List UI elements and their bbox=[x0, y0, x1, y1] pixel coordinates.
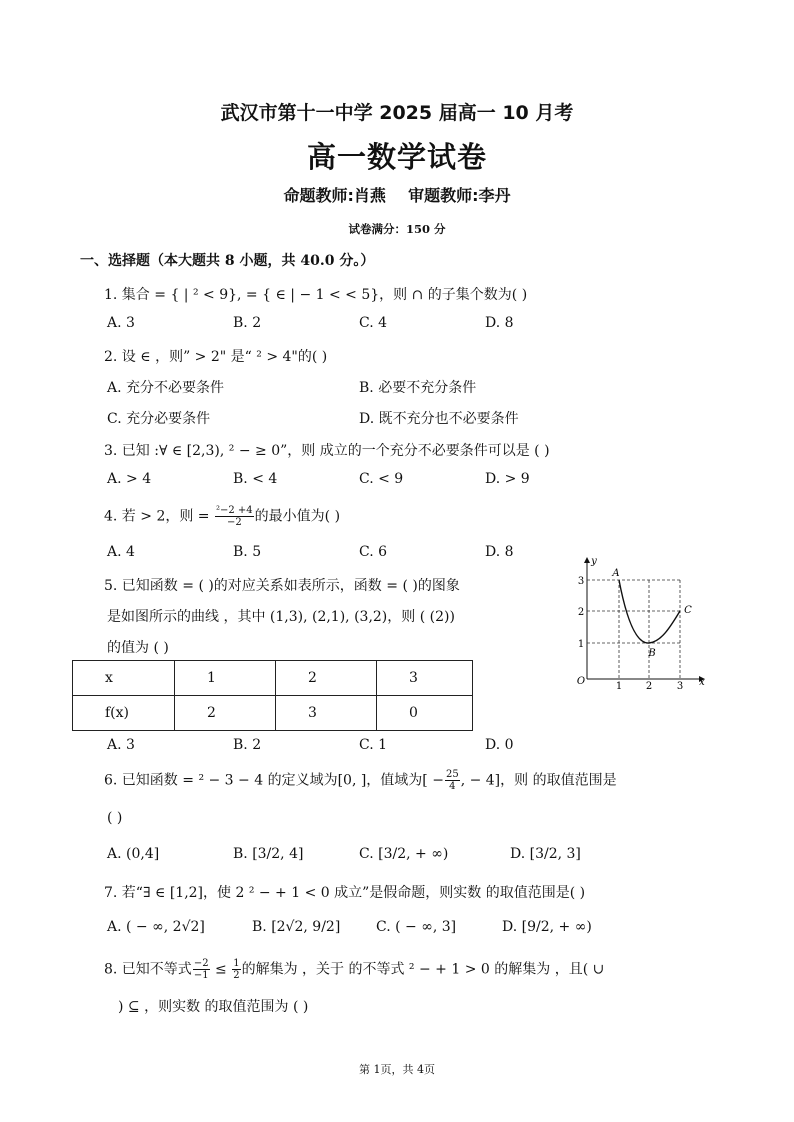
q8-fraction-2 bbox=[232, 958, 240, 981]
q7-option-a: A. ( − ∞, 2√2] bbox=[107, 919, 205, 935]
q4-fraction-denominator: −2 bbox=[226, 517, 242, 528]
x-tick-label: 2 bbox=[645, 681, 653, 692]
point-label-a: A bbox=[612, 568, 620, 579]
table-row bbox=[73, 661, 473, 696]
table-row bbox=[73, 696, 473, 731]
q5-option-a: A. 3 bbox=[107, 737, 135, 753]
page-footer: 第 1页，共 4页 bbox=[359, 1063, 435, 1076]
question-4-stem bbox=[104, 505, 340, 528]
q8-fraction-1-denominator: −1 bbox=[193, 970, 209, 981]
reviewer-label: 审题教师:李丹 bbox=[408, 186, 511, 205]
q1-option-b: B. 2 bbox=[233, 315, 262, 331]
q8-fraction-1 bbox=[193, 958, 210, 981]
x-axis-label: x bbox=[699, 677, 705, 688]
q6-stem-post: , − 4]，则 的取值范围是 bbox=[460, 772, 617, 789]
q3-option-d: D. > 9 bbox=[485, 471, 530, 487]
y-tick-label: 2 bbox=[577, 607, 585, 618]
question-8-line-1 bbox=[104, 958, 604, 981]
q8-leq: ≤ bbox=[210, 961, 232, 978]
table-cell: 2 bbox=[175, 696, 276, 731]
q3-option-b: B. < 4 bbox=[233, 471, 278, 487]
q6-option-c: C. [3/2, + ∞) bbox=[359, 846, 449, 862]
exam-title: 高一数学试卷 bbox=[306, 140, 487, 174]
q8-fraction-2-numerator: 1 bbox=[233, 958, 240, 969]
table-cell: 1 bbox=[175, 661, 276, 696]
q7-option-d: D. [9/2, + ∞) bbox=[502, 919, 592, 935]
q4-option-a: A. 4 bbox=[107, 544, 135, 560]
q8-stem-pre: 8. 已知不等式 bbox=[104, 961, 192, 978]
section-title: 一、选择题（本大题共 8 小题，共 40.0 分。） bbox=[80, 253, 375, 269]
origin-label: O bbox=[576, 676, 586, 687]
school-exam-line: 武汉市第十一中学 2025 届高一 10 月考 bbox=[220, 102, 574, 124]
q6-option-a: A. (0,4] bbox=[107, 846, 160, 862]
q2-option-a: A. 充分不必要条件 bbox=[107, 380, 225, 396]
y-tick-label: 3 bbox=[577, 576, 585, 587]
q4-stem-post: 的最小值为( ) bbox=[254, 508, 341, 525]
q2-option-b: B. 必要不充分条件 bbox=[359, 380, 477, 396]
q5-option-c: C. 1 bbox=[359, 737, 388, 753]
question-7-stem: 7. 若“∃ ∈ [1,2]，使 2 ² − + 1 < 0 成立”是假命题，则实数 的取值范围是( ) bbox=[104, 885, 586, 901]
function-graph bbox=[572, 552, 712, 692]
table-cell: 2 bbox=[276, 661, 377, 696]
q1-option-c: C. 4 bbox=[359, 315, 388, 331]
y-axis-label: y bbox=[591, 556, 597, 567]
q6-option-b: B. [3/2, 4] bbox=[233, 846, 304, 862]
question-2-stem: 2. 设 ∈ ，则” > 2" 是“ ² > 4"的( ) bbox=[104, 349, 328, 365]
q8-stem-post: 的解集为 ，关于 的不等式 ² − + 1 > 0 的解集为 ，且( ∪ bbox=[241, 961, 605, 978]
x-tick-label: 3 bbox=[676, 681, 684, 692]
q4-fraction-numerator: ²−2 +4 bbox=[215, 505, 253, 516]
q3-option-a: A. > 4 bbox=[107, 471, 152, 487]
q4-option-b: B. 5 bbox=[233, 544, 262, 560]
question-1-stem: 1. 集合 = { | ² < 9}, = { ∈ | − 1 < < 5}，则 ∩ 的子集个数为( ) bbox=[104, 287, 528, 303]
x-tick-label: 1 bbox=[615, 681, 623, 692]
function-curve bbox=[619, 580, 680, 643]
y-tick-label: 1 bbox=[577, 639, 585, 650]
point-label-c: C bbox=[684, 605, 692, 616]
q6-stem-pre: 6. 已知函数 = ² − 3 − 4 的定义域为[0, ]，值域为[ − bbox=[104, 772, 444, 789]
question-8-line-2: ) ⊆ ，则实数 的取值范围为 ( ) bbox=[118, 999, 309, 1015]
q4-option-d: D. 8 bbox=[485, 544, 514, 560]
table-cell: 3 bbox=[377, 661, 473, 696]
q6-fraction bbox=[445, 769, 460, 792]
q4-option-c: C. 6 bbox=[359, 544, 388, 560]
question-5-line-1: 5. 已知函数 = ( )的对应关系如表所示，函数 = ( )的图象 bbox=[104, 578, 460, 594]
q4-stem-pre: 4. 若 > 2，则 = bbox=[104, 508, 210, 525]
q7-option-c: C. ( − ∞, 3] bbox=[376, 919, 457, 935]
q8-fraction-1-numerator: −2 bbox=[193, 958, 209, 969]
q2-option-c: C. 充分必要条件 bbox=[107, 411, 211, 427]
question-3-stem: 3. 已知 :∀ ∈ [2,3), ² − ≥ 0”，则 成立的一个充分不必要条件可以是 ( ) bbox=[104, 443, 550, 459]
question-5-line-2: 是如图所示的曲线 ，其中 (1,3), (2,1), (3,2)，则 ( (2)) bbox=[107, 609, 455, 625]
q7-option-b: B. [2√2, 9/2] bbox=[252, 919, 341, 935]
table-cell: 3 bbox=[276, 696, 377, 731]
teacher-line bbox=[0, 183, 794, 206]
question-6-line-2: ( ) bbox=[107, 810, 123, 826]
q6-fraction-denominator: 4 bbox=[449, 781, 456, 792]
question-5-line-3: 的值为 ( ) bbox=[107, 640, 169, 656]
q8-fraction-2-denominator: 2 bbox=[233, 970, 240, 981]
q5-option-d: D. 0 bbox=[485, 737, 514, 753]
q1-option-d: D. 8 bbox=[485, 315, 514, 331]
q3-option-c: C. < 9 bbox=[359, 471, 404, 487]
function-value-table bbox=[72, 660, 473, 731]
table-cell: 0 bbox=[377, 696, 473, 731]
question-6-line-1 bbox=[104, 769, 617, 792]
q2-option-d: D. 既不充分也不必要条件 bbox=[359, 411, 519, 427]
q6-fraction-numerator: 25 bbox=[445, 769, 459, 780]
q1-option-a: A. 3 bbox=[107, 315, 135, 331]
q6-option-d: D. [3/2, 3] bbox=[510, 846, 581, 862]
q5-option-b: B. 2 bbox=[233, 737, 262, 753]
setter-label: 命题教师:肖燕 bbox=[283, 186, 386, 205]
point-label-b: B bbox=[648, 648, 656, 659]
table-cell: f(x) bbox=[73, 696, 175, 731]
table-cell: x bbox=[73, 661, 175, 696]
full-score: 试卷满分：150 分 bbox=[348, 222, 446, 236]
q4-fraction bbox=[215, 505, 254, 528]
